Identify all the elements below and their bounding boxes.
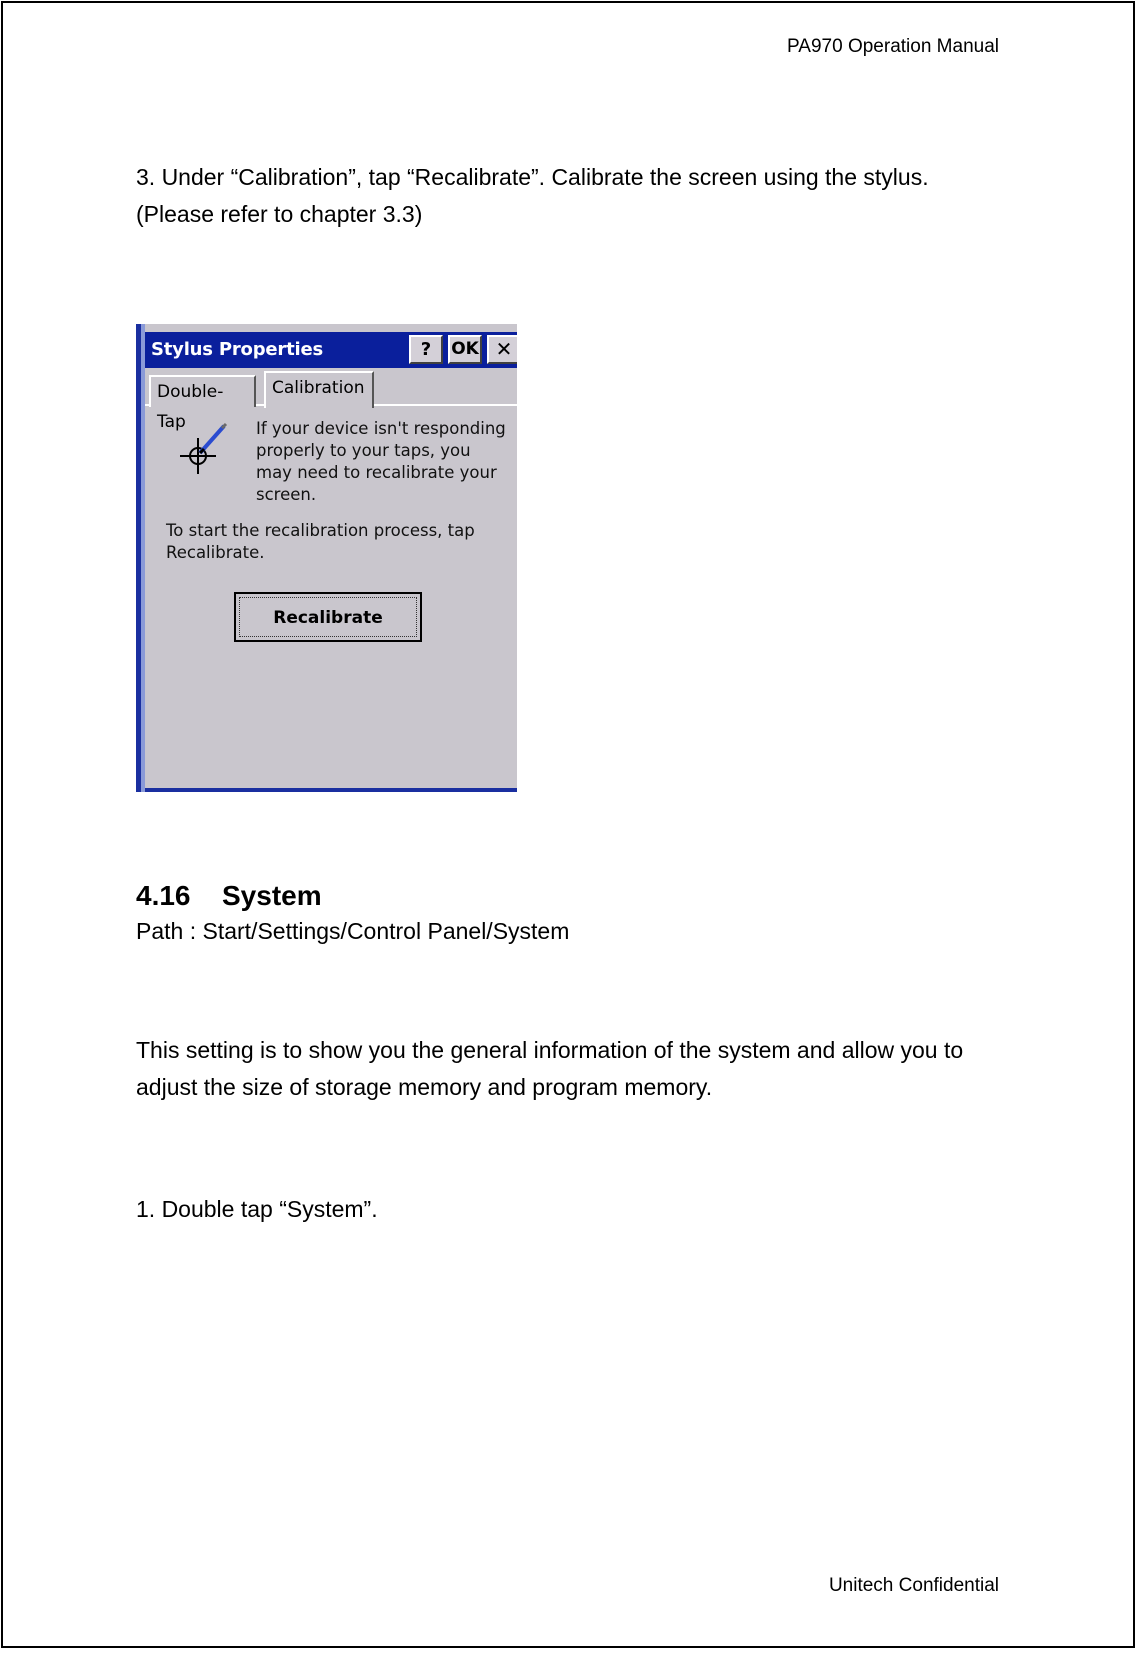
calibration-message: If your device isn't responding properly to your taps, you may need to recalibrate your screen. [256,419,506,504]
footer-text: Unitech Confidential [828,1575,999,1596]
page-border [1,1,1135,1648]
recalibrate-button[interactable] [234,592,422,642]
section-number: 4.16 [136,880,191,911]
help-button[interactable]: ? [409,335,443,364]
step1-instruction: 1. Double tap “System”. [136,1196,378,1222]
stylus-properties-screenshot [136,324,517,792]
header-title: PA970 Operation Manual [787,36,999,57]
window-bottom-edge [145,788,517,792]
step3-line1: 3. Under “Calibration”, tap “Recalibrate”. Calibrate the screen using the stylus. [136,164,929,190]
ok-button[interactable]: OK [448,335,482,364]
tab-calibration[interactable]: Calibration [264,371,374,408]
section-heading [136,880,322,912]
window-left-edge-highlight [141,324,145,792]
dialog-titlebar [145,332,517,368]
section-title: System [222,880,322,911]
section-description: This setting is to show you the general information of the system and allow you to adjust the size of storage memory and program memory. [136,1037,964,1100]
step3-instructions [136,159,1016,233]
close-button[interactable]: ✕ [487,335,517,364]
settings-path: Path : Start/Settings/Control Panel/System [136,918,570,944]
recalibration-instructions: To start the recalibration process, tap Recalibrate. [166,521,475,562]
step3-line2: (Please refer to chapter 3.3) [136,201,423,227]
stylus-crosshair-icon [178,422,228,474]
tab-double-tap[interactable]: Double-Tap [149,375,256,407]
dialog-title: Stylus Properties [151,339,323,360]
recalibrate-button-label: Recalibrate [239,597,417,637]
